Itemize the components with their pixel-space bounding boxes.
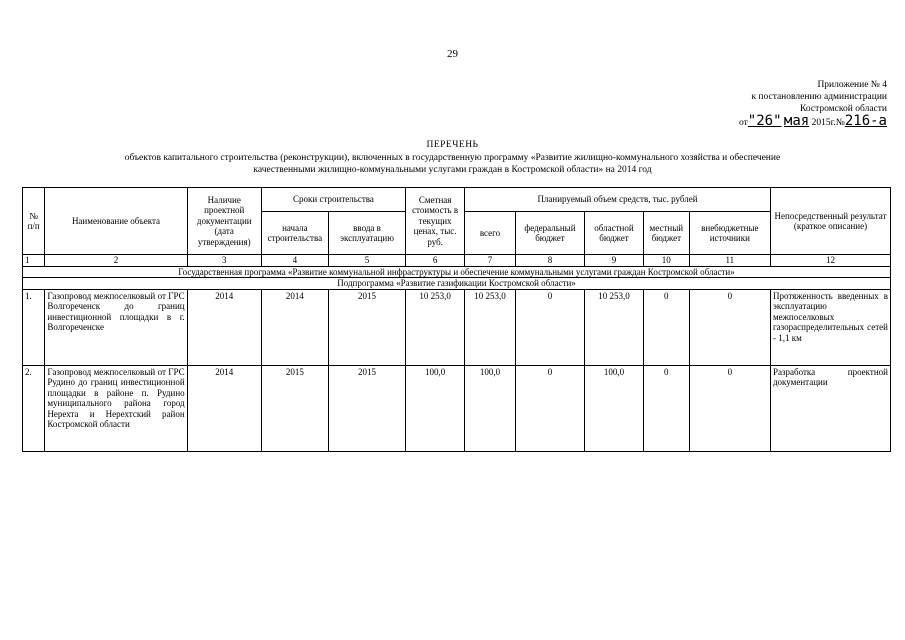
row-docs: 2014 (187, 289, 261, 365)
row-local: 0 (643, 365, 689, 451)
col-number: 9 (585, 255, 644, 267)
row-name: Газопровод межпоселковый от ГРС Волгореченск до границ инвестиционной площадки в г. Волгореченске (45, 289, 187, 365)
appendix-line2: к постановлению администрации (751, 92, 887, 102)
column-numbers-row (23, 255, 891, 267)
row-federal: 0 (515, 365, 584, 451)
row-total: 10 253,0 (465, 289, 516, 365)
row-regional: 100,0 (585, 365, 644, 451)
page-number: 29 (447, 48, 458, 60)
row-start: 2014 (261, 289, 328, 365)
row-docs: 2014 (187, 365, 261, 451)
col-number: 2 (45, 255, 187, 267)
program-row (23, 266, 891, 278)
header-row-1 (23, 188, 891, 212)
header-start: начала строительства (261, 212, 328, 255)
header-federal: федеральный бюджет (515, 212, 584, 255)
row-regional: 10 253,0 (585, 289, 644, 365)
header-local: местный бюджет (643, 212, 689, 255)
row-num: 2. (23, 365, 45, 451)
header-terms: Сроки строительства (261, 188, 405, 212)
header-cost: Сметная стоимость в текущих ценах, тыс. руб. (406, 188, 465, 255)
header-docs: Наличие проектной документации (дата утверждения) (187, 188, 261, 255)
subprogram-title: Подпрограмма «Развитие газификации Костромской области» (23, 278, 891, 290)
header-commission: ввода в эксплуатацию (328, 212, 405, 255)
decree-number: 216-а (844, 113, 887, 129)
col-number: 4 (261, 255, 328, 267)
header-regional: областной бюджет (585, 212, 644, 255)
appendix-line3: Костромской области (800, 104, 887, 114)
header-extra: внебюджетные источники (689, 212, 770, 255)
col-number: 7 (465, 255, 516, 267)
header-name: Наименование объекта (45, 188, 187, 255)
row-commission: 2015 (328, 289, 405, 365)
row-start: 2015 (261, 365, 328, 451)
appendix-block (739, 79, 887, 129)
date-prefix: от (739, 118, 748, 128)
appendix-line1: Приложение № 4 (817, 80, 887, 90)
col-number: 10 (643, 255, 689, 267)
col-number: 1 (23, 255, 45, 267)
col-number: 6 (406, 255, 465, 267)
title-line2: качественными жилищно-коммунальными услугами граждан в Костромской области» на 2014 год (253, 165, 652, 175)
col-number: 8 (515, 255, 584, 267)
col-number: 11 (689, 255, 770, 267)
row-result: Протяженность введенных в эксплуатацию межпоселковых газораспределительных сетей - 1,1 км (770, 289, 890, 365)
header-num: № п/п (23, 188, 45, 255)
row-commission: 2015 (328, 365, 405, 451)
col-number: 3 (187, 255, 261, 267)
row-total: 100,0 (465, 365, 516, 451)
row-cost: 100,0 (406, 365, 465, 451)
title-heading: ПЕРЕЧЕНЬ (426, 140, 479, 150)
header-planned: Планируемый объем средств, тыс. рублей (465, 188, 771, 212)
header-result: Непосредственный результат (краткое описание) (770, 188, 890, 255)
row-result: Разработка проектной документации (770, 365, 890, 451)
col-number: 5 (328, 255, 405, 267)
row-name: Газопровод межпоселковый от ГРС Рудино до границ инвестиционной площадки в районе п. Рудино муниципального района город Нерехта и Нерехтский район Костромской области (45, 365, 187, 451)
table-row (23, 289, 891, 365)
table-row (23, 365, 891, 451)
subprogram-row (23, 278, 891, 290)
row-cost: 10 253,0 (406, 289, 465, 365)
appendix-date-line (739, 115, 887, 129)
date-day: "26" (747, 113, 782, 129)
row-extra: 0 (689, 289, 770, 365)
row-federal: 0 (515, 289, 584, 365)
number-prefix: № (835, 118, 845, 128)
row-local: 0 (643, 289, 689, 365)
header-total: всего (465, 212, 516, 255)
row-num: 1. (23, 289, 45, 365)
program-title: Государственная программа «Развитие коммунальной инфраструктуры и обеспечение коммунальными услугами граждан Костромской области» (23, 266, 891, 278)
title-line1: объектов капитального строительства (реконструкции), включенных в государственную программу «Развитие жилищно-коммунального хозяйства и обеспечение (124, 153, 781, 163)
date-month: мая (783, 113, 810, 129)
col-number: 12 (770, 255, 890, 267)
date-year: 2015г. (811, 118, 836, 128)
document-title (0, 139, 905, 176)
row-extra: 0 (689, 365, 770, 451)
objects-table (22, 187, 891, 452)
